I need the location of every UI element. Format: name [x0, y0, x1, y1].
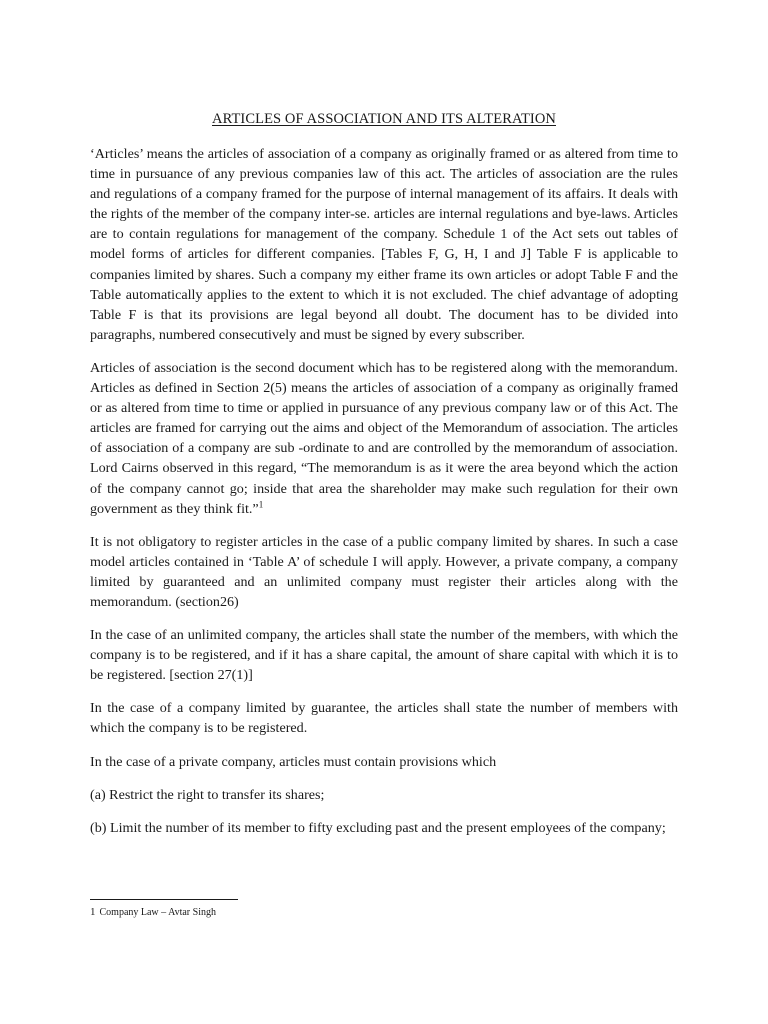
paragraph-registration-obligation: It is not obligatory to register articles in the case of a public company limited by shares. In such a case model articles contained in ‘Table A’ of schedule I will apply. However, a private company, a company limited by guaranteed and an unlimited company must register their articles along with the memorandum. (section26): [90, 533, 678, 610]
list-item-restrict-transfer: (a) Restrict the right to transfer its shares;: [90, 786, 325, 803]
list-item-limit-members: (b) Limit the number of its member to fifty excluding past and the present employees of the company;: [90, 819, 666, 836]
paragraph-private-company: In the case of a private company, articles must contain provisions which: [90, 753, 497, 770]
footnote-number: 1: [90, 906, 96, 918]
document-body: [90, 144, 678, 851]
footnote-reference[interactable]: 1: [258, 498, 264, 509]
paragraph-second-document: [90, 358, 678, 519]
footnote-text: Company Law – Avtar Singh: [99, 907, 216, 918]
paragraph-unlimited-company: In the case of an unlimited company, the articles shall state the number of the members, with which the company is to be registered, and if it has a share capital, the amount of share capital with which it is to be registered. [section 27(1)]: [90, 627, 678, 684]
footnote: [90, 905, 216, 920]
footnote-divider: [90, 899, 238, 900]
paragraph-second-document-text: Articles of association is the second document which has to be registered along with the memorandum. Articles as defined in Section 2(5) means the articles of association of a company as originally framed or as altered from time to time or applied in pursuance of any previous company law or of this Act. The articles are framed for carrying out the aims and object of the Memorandum of association. The articles of association of a company are sub -ordinate to and are controlled by the memorandum of association. Lord Cairns observed in this regard, “The memorandum is as it were the area beyond which the action of the company cannot go; inside that area the shareholder may make such regulation for their own government as they think fit.”: [90, 359, 678, 517]
document-title: ARTICLES OF ASSOCIATION AND ITS ALTERATION: [212, 111, 556, 127]
paragraph-limited-by-guarantee: In the case of a company limited by guarantee, the articles shall state the number of members with which the company is to be registered.: [90, 700, 678, 737]
paragraph-articles-definition: ‘Articles’ means the articles of association of a company as originally framed or as altered from time to time in pursuance of any previous companies law of this act. The articles of association are the rules and regulations of a company framed for the purpose of internal management of its affairs. It deals with the rights of the member of the company inter-se. articles are internal regulations and bye-laws. Articles are to contain regulations for management of the company. Schedule 1 of the Act sets out tables of model forms of articles for different companies. [Tables F, G, H, I and J] Table F is applicable to companies limited by shares. Such a company my either frame its own articles or adopt Table F and the Table automatically applies to the extent to which it is not excluded. The chief advantage of adopting Table F is that its provisions are legal beyond all doubt. The document has to be divided into paragraphs, numbered consecutively and must be signed by every subscriber.: [90, 146, 678, 343]
